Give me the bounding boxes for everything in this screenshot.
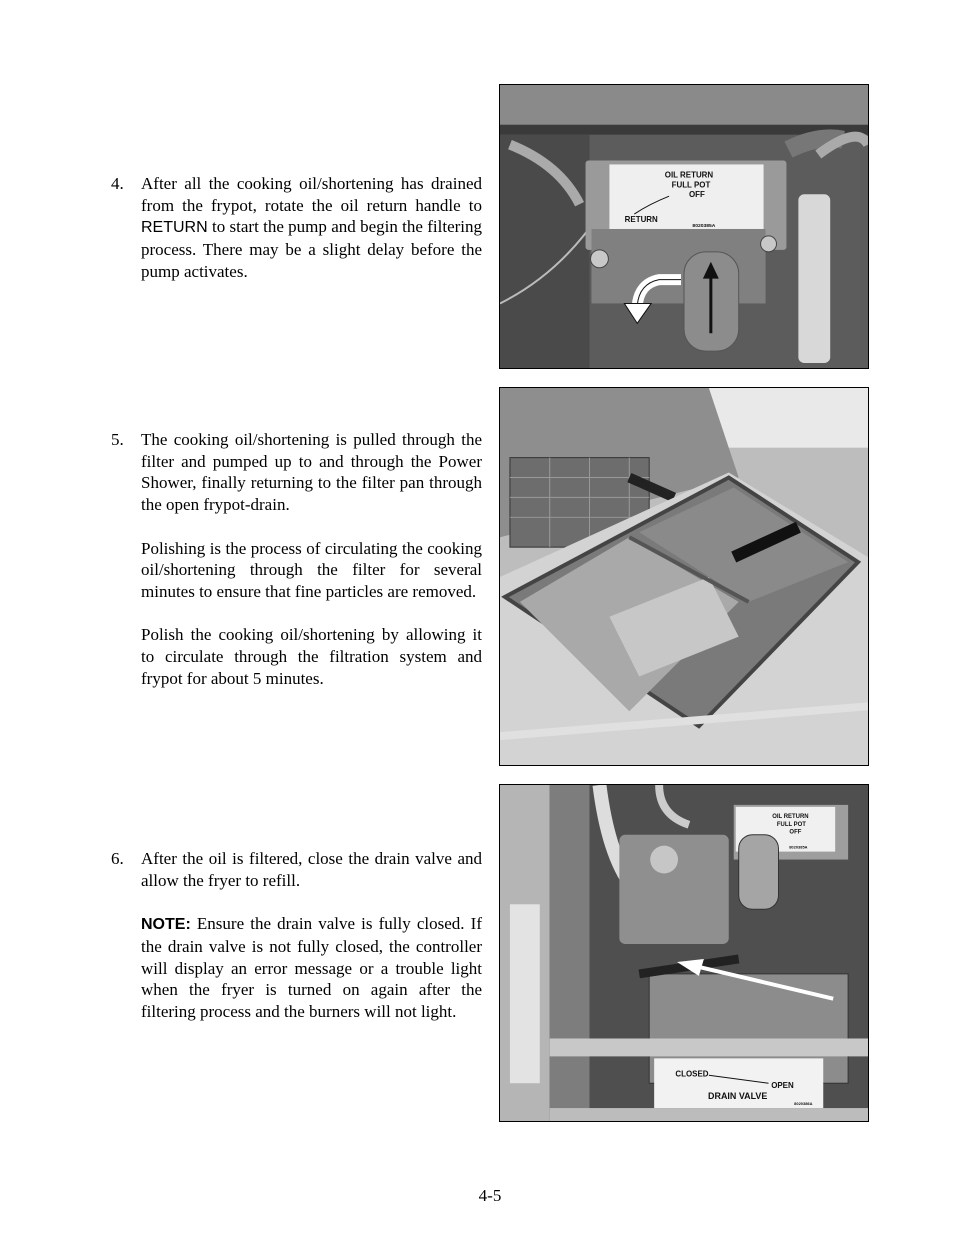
note-label: NOTE:: [141, 916, 191, 934]
label-part-number: 8020386A: [794, 1101, 813, 1107]
label-line: OFF: [688, 190, 705, 200]
step-number: 5.: [111, 430, 124, 449]
drain-label-closed: CLOSED: [675, 1069, 709, 1079]
note-paragraph: [141, 913, 482, 1023]
step-paragraph: After all the cooking oil/shortening has drained from the frypot, rotate the oil return handle to RETURN to start the pump and begin the filtering process. There may be a slight delay before the pump activates.: [141, 174, 482, 281]
step-body: [141, 848, 482, 1023]
step-paragraph: After the oil is filtered, close the drain valve and allow the fryer to refill.: [141, 849, 482, 890]
label-line: OFF: [789, 829, 802, 836]
step-number: 4.: [111, 174, 124, 193]
label-line: FULL POT: [671, 180, 711, 190]
oil-return-handle-photo: [499, 84, 869, 369]
return-keyword: RETURN: [141, 219, 208, 237]
label-line: FULL POT: [776, 821, 806, 828]
page-number: 4-5: [478, 1186, 502, 1205]
drain-label-title: DRAIN VALVE: [708, 1091, 768, 1102]
drain-valve-photo: [499, 784, 869, 1122]
step-number: 6.: [111, 849, 124, 868]
step-5: [111, 429, 482, 689]
label-part-number: 8020385A: [692, 223, 716, 229]
note-text: Ensure the drain valve is fully closed. If the drain valve is not fully closed, the controller will display an error message or a trouble light when the fryer is turned on again after the filtering process and the burners will not light.: [141, 914, 482, 1021]
step-body: [141, 173, 482, 283]
label-line: OIL RETURN: [664, 170, 714, 180]
step-paragraph: Polish the cooking oil/shortening by allowing it to circulate through the filtration system and frypot for about 5 minutes.: [141, 625, 482, 688]
drain-label-open: OPEN: [771, 1081, 794, 1091]
label-line: OIL RETURN: [772, 813, 809, 820]
step-4: [111, 173, 482, 283]
step-paragraph: Polishing is the process of circulating the cooking oil/shortening through the filter for several minutes to ensure that fine particles are removed.: [141, 538, 482, 601]
oil-return-handle-illustration: [500, 85, 868, 368]
label-part-number: 8020385A: [789, 844, 808, 850]
drain-valve-illustration: [500, 785, 868, 1121]
step-paragraph: The cooking oil/shortening is pulled through the filter and pumped up to and through the Power Shower, finally returning to the filter pan through the open frypot-drain.: [141, 430, 482, 515]
step-6: [111, 848, 482, 1023]
frypot-filter-photo: [499, 387, 869, 766]
frypot-filter-illustration: [500, 388, 868, 765]
step-body: [141, 429, 482, 689]
label-line: RETURN: [624, 215, 658, 225]
oil-return-handle: [739, 835, 779, 910]
